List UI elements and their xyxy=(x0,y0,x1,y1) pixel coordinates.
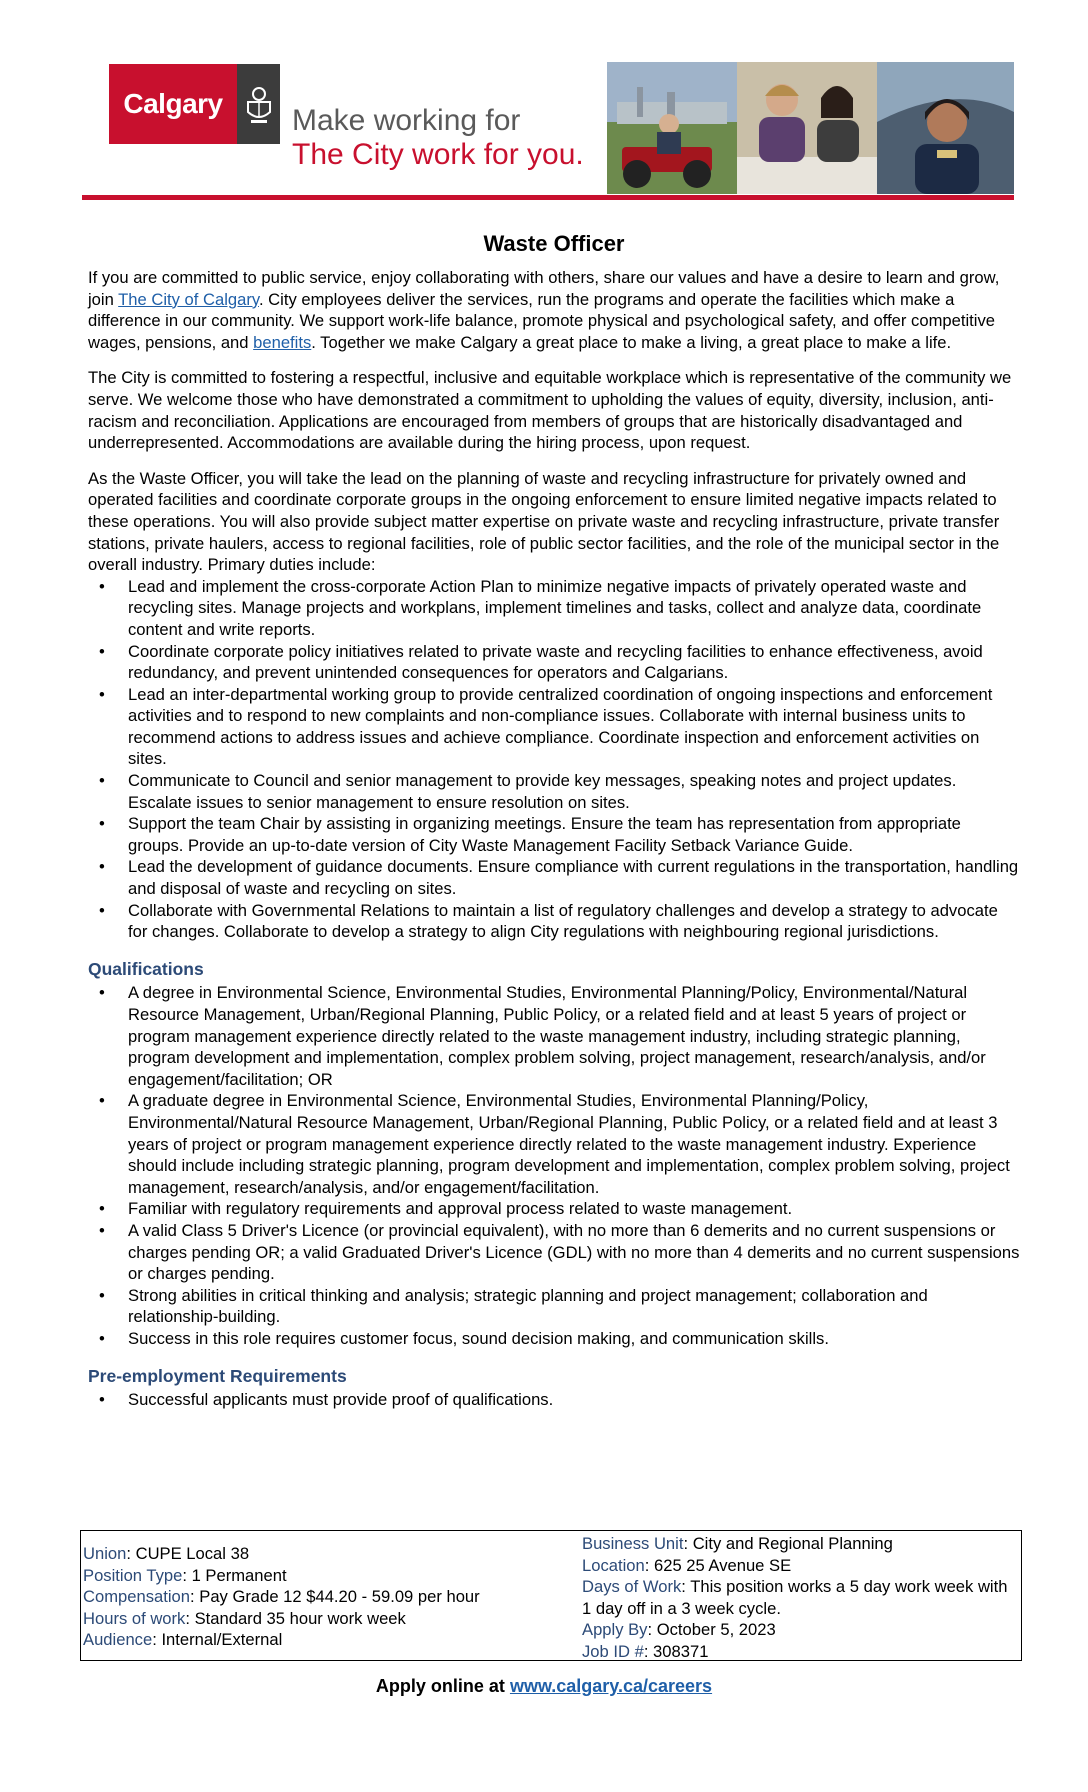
detail-value: 308371 xyxy=(653,1641,709,1661)
job-posting-body xyxy=(88,230,1020,1411)
city-crest-icon xyxy=(237,64,280,144)
photo-transit-operator xyxy=(877,62,1014,194)
list-item: • Successful applicants must provide proof of qualifications. xyxy=(88,1389,1020,1411)
detail-label: Days of Work xyxy=(582,1577,682,1596)
detail-hours: Hours of work: Standard 35 hour work week xyxy=(83,1608,406,1628)
detail-apply-by: Apply By: October 5, 2023 xyxy=(582,1620,776,1639)
intro-text-3: . Together we make Calgary a great place to make a living, a great place to make a life. xyxy=(311,332,952,352)
careers-link[interactable]: www.calgary.ca/careers xyxy=(509,1676,713,1696)
page-title: Waste Officer xyxy=(483,231,625,256)
list-item: • Collaborate with Governmental Relations to maintain a list of regulatory challenges and develop a strategy to advocate for changes. Collaborate to develop a strategy to align City regulations with neighbouring regional jurisdictions. xyxy=(88,900,1020,943)
slogan-line-1: Make working for xyxy=(292,104,521,137)
list-item: • Lead an inter-departmental working group to provide centralized coordination of ongoing inspections and enforcement activities and to respond to new complaints and non-compliance issues. Collaborate with internal business units to recommend actions to address issues and achieve compliance. Coordinate inspection and enforcement activities on sites. xyxy=(88,684,1020,770)
pre-employment-list xyxy=(88,1389,1020,1411)
intro-text-1: If you are committed to public service, enjoy collaborating with others, share our values and have a desire to learn and grow, join xyxy=(88,268,1000,309)
list-item: • Lead the development of guidance documents. Ensure compliance with current regulations in the transportation, handling and disposal of waste and recycling on sites. xyxy=(88,856,1020,899)
diversity-paragraph: The City is committed to fostering a respectful, inclusive and equitable workplace which is representative of the community we serve. We welcome those who have demonstrated a commitment to upholding the values of equity, diversity, inclusion, anti-racism and reconciliation. Applications are encouraged from members of groups that are historically disadvantaged and underrepresented. Accommodations are available during the hiring process, upon request. xyxy=(88,368,1012,453)
detail-label: Compensation xyxy=(83,1587,191,1606)
job-details-left xyxy=(83,1543,480,1651)
qualifications-heading: Qualifications xyxy=(88,958,204,979)
job-details-right xyxy=(582,1533,1012,1662)
detail-label: Position Type xyxy=(83,1565,183,1585)
list-item: • Strong abilities in critical thinking and analysis; strategic planning and project management; collaboration and relationship-building. xyxy=(88,1285,1020,1328)
detail-business-unit: Business Unit: City and Regional Planning xyxy=(582,1534,893,1553)
photo-groundskeeper xyxy=(607,62,737,194)
detail-label: Job ID # xyxy=(582,1641,644,1661)
detail-job-id: Job ID #: 308371 xyxy=(582,1641,709,1661)
detail-value: CUPE Local 38 xyxy=(135,1544,250,1563)
logo-text: Calgary xyxy=(123,88,223,119)
duties-list xyxy=(88,576,1020,943)
pre-employment-heading: Pre-employment Requirements xyxy=(88,1365,347,1386)
list-item: • Success in this role requires customer focus, sound decision making, and communication skills. xyxy=(88,1328,1020,1350)
photo-office-workers xyxy=(737,62,877,194)
detail-value: 1 Permanent xyxy=(191,1565,287,1585)
list-item: • A graduate degree in Environmental Science, Environmental Studies, Environmental Planning/Policy, Environmental/Natural Resource Management, Urban/Regional Planning, Public Policy, or a related field and at least 3 years of project or program management experience directly related to the waste management industry. Experience should include including strategic planning, program development and implementation, complex problem solving, project management, research/analysis, and/or engagement/facilitation. xyxy=(88,1090,1020,1198)
detail-label: Business Unit xyxy=(582,1534,684,1553)
apply-text: Apply online at xyxy=(375,1676,510,1696)
detail-value: Standard 35 hour work week xyxy=(194,1608,406,1628)
benefits-link[interactable]: benefits xyxy=(253,332,312,352)
slogan xyxy=(292,104,584,172)
detail-value: This position works a 5 day work week with 1 day off in a 3 week cycle. xyxy=(582,1577,1008,1618)
list-item: • Communicate to Council and senior management to provide key messages, speaking notes and project updates. Escalate issues to senior management to ensure resolution on sites. xyxy=(88,770,1020,813)
apply-online xyxy=(0,1676,1088,1697)
slogan-line-2: The City work for you. xyxy=(292,138,584,171)
detail-union: Union: CUPE Local 38 xyxy=(83,1544,250,1563)
detail-location: Location: 625 25 Avenue SE xyxy=(582,1555,792,1575)
detail-value: City and Regional Planning xyxy=(692,1534,893,1553)
role-intro-paragraph: As the Waste Officer, you will take the lead on the planning of waste and recycling infrastructure for privately owned and operated facilities and coordinate corporate groups in the ongoing enforcement to ensure limited negative impacts related to these operations. You will also provide subject matter expertise on private waste and recycling infrastructure, private transfer stations, private haulers, access to regional facilities, role of public sector facilities, and the role of the municipal sector in the overall industry. Primary duties include: xyxy=(88,468,1000,575)
detail-label: Union xyxy=(83,1544,127,1563)
list-item: • Support the team Chair by assisting in organizing meetings. Ensure the team has representation from appropriate groups. Provide an up-to-date version of City Waste Management Facility Setback Variance Guide. xyxy=(88,813,1020,856)
list-item: • Familiar with regulatory requirements and approval process related to waste management. xyxy=(88,1198,1020,1220)
detail-value: Pay Grade 12 $44.20 - 59.09 per hour xyxy=(199,1587,480,1606)
detail-label: Hours of work xyxy=(83,1608,186,1628)
intro-paragraph xyxy=(88,267,1020,353)
detail-value: October 5, 2023 xyxy=(656,1620,776,1639)
list-item: • A valid Class 5 Driver's Licence (or provincial equivalent), with no more than 6 demerits and no current suspensions or charges pending OR; a valid Graduated Driver's Licence (GDL) with no more than 4 demerits and no current suspensions or charges pending. xyxy=(88,1220,1020,1285)
detail-value: 625 25 Avenue SE xyxy=(653,1555,792,1575)
detail-compensation: Compensation: Pay Grade 12 $44.20 - 59.09 per hour xyxy=(83,1587,480,1606)
intro-text-2: . City employees deliver the services, run the programs and operate the facilities which make a difference in our community. We support work-life balance, promote physical and psychological safety, and offer competitive wages, pensions, and xyxy=(88,289,995,352)
banner-divider xyxy=(82,195,1014,200)
job-details-box xyxy=(80,1530,1022,1661)
banner-photos xyxy=(607,62,1014,194)
detail-position-type: Position Type: 1 Permanent xyxy=(83,1565,287,1585)
list-item: • Lead and implement the cross-corporate Action Plan to minimize negative impacts of privately operated waste and recycling sites. Manage projects and workplans, implement timelines and tasks, collect and analyze data, coordinate content and write reports. xyxy=(88,576,1020,641)
city-of-calgary-link[interactable]: The City of Calgary xyxy=(118,289,259,309)
list-item: • A degree in Environmental Science, Environmental Studies, Environmental Planning/Policy, Environmental/Natural Resource Management, Urban/Regional Planning, Public Policy, or a related field and at least 5 years of project or program management experience directly related to the waste management industry, including strategic planning, program development and implementation, complex problem solving, project management, research/analysis, and/or engagement/facilitation; OR xyxy=(88,982,1020,1090)
list-item: • Coordinate corporate policy initiatives related to private waste and recycling facilities to enhance effectiveness, avoid redundancy, and prevent unintended consequences for operators and Calgarians. xyxy=(88,641,1020,684)
detail-days-of-work: Days of Work: This position works a 5 day work week with 1 day off in a 3 week cycle. xyxy=(582,1577,1008,1618)
detail-label: Apply By xyxy=(582,1620,648,1639)
detail-audience: Audience: Internal/External xyxy=(83,1630,283,1649)
qualifications-list xyxy=(88,982,1020,1349)
header-banner xyxy=(82,62,1014,200)
detail-value: Internal/External xyxy=(161,1630,283,1649)
calgary-logo xyxy=(109,64,237,144)
detail-label: Location xyxy=(582,1555,645,1575)
detail-label: Audience xyxy=(83,1630,153,1649)
